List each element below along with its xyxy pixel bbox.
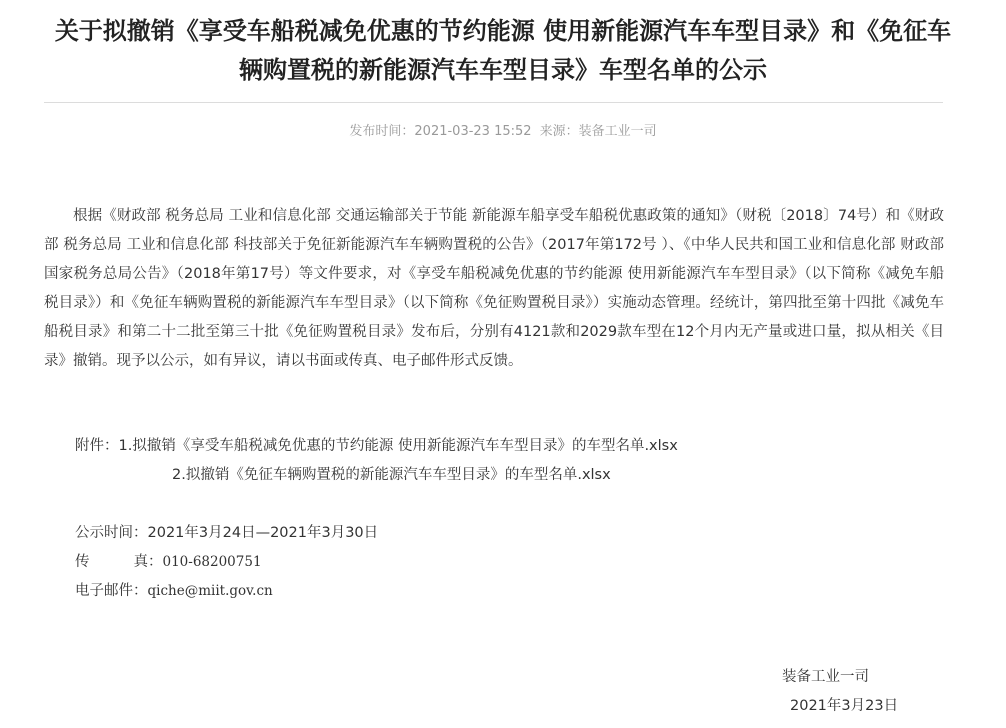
signature-org: 装备工业一司 <box>782 669 869 685</box>
fax-label-b: 真： <box>133 554 163 570</box>
title-line-1: 关于拟撤销《享受车船税减免优惠的节约能源 使用新能源汽车车型目录》和《免征车 <box>54 17 952 45</box>
email-line <box>75 580 273 602</box>
publicity-period-value: 2021年3月24日—2021年3月30日 <box>147 525 379 541</box>
attachment-item-1 <box>75 435 678 457</box>
fax-number: 010-68200751 <box>162 554 262 570</box>
title-divider <box>44 102 943 103</box>
signature-date: 2021年3月23日 <box>790 698 899 714</box>
fax-line <box>75 551 262 573</box>
source-label: 来源： <box>539 124 579 139</box>
attachment-link-2[interactable]: 2.拟撤销《免征车辆购置税的新能源汽车车型目录》的车型名单.xlsx <box>172 467 611 483</box>
publicity-period-label: 公示时间： <box>75 525 148 541</box>
article-title <box>44 12 962 90</box>
email-address[interactable]: qiche@miit.gov.cn <box>147 583 273 599</box>
title-line-2: 辆购置税的新能源汽车车型目录》车型名单的公示 <box>239 56 767 84</box>
publicity-period <box>75 522 378 544</box>
attachments-label: 附件： <box>75 438 119 454</box>
article-body: 根据《财政部 税务总局 工业和信息化部 交通运输部关于节能 新能源车船享受车船税优惠政策的通知》（财税〔2018〕74号）和《财政部 税务总局 工业和信息化部 科技部关于免征新能源汽车车辆购置税的公告》（2017年第172号 ）、《中华人民共和国工业和信息化部 财政部 国家税务总局公告》（2018年第17号）等文件要求，对《享受车船税减免优惠的节约能源 使用新能源汽车车型目录》（以下简称《减免车船税目录》）和《免征车辆购置税的新能源汽车车型目录》（以下简称《免征购置税目录》）实施动态管理。经统计，第四批至第十四批《减免车船税目录》和第二十二批至第三十批《免征购置税目录》发布后，分别有4121款和2029款车型在12个月内无产量或进口量，拟从相关《目录》撤销。现予以公示，如有异议，请以书面或传真、电子邮件形式反馈。 <box>44 208 944 369</box>
source: 装备工业一司 <box>578 124 657 139</box>
article-meta <box>44 122 962 142</box>
fax-label-a: 传 <box>75 554 90 570</box>
attachment-item-2 <box>172 464 611 486</box>
email-label: 电子邮件： <box>75 583 148 599</box>
publish-time: 2021-03-23 15:52 <box>414 124 532 139</box>
publish-time-label: 发布时间： <box>349 124 415 139</box>
attachment-link-1[interactable]: 1.拟撤销《享受车船税减免优惠的节约能源 使用新能源汽车车型目录》的车型名单.xlsx <box>118 438 678 454</box>
